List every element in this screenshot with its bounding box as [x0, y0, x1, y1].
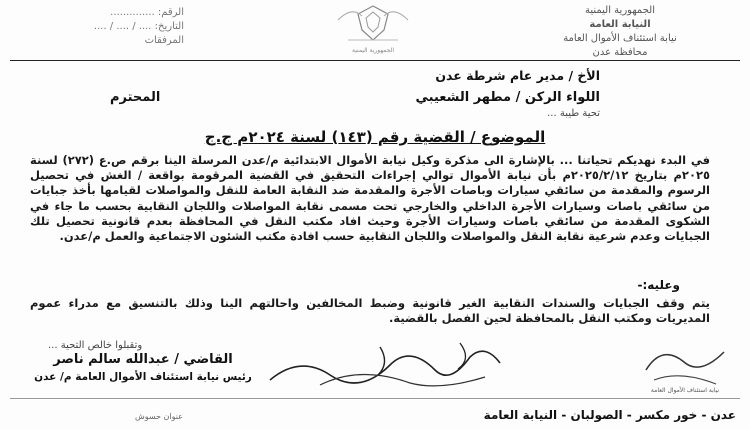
greeting-line: تحية طيبة ...: [547, 108, 600, 119]
subject-line: الموضوع / القضية رقم (١٤٣) لسنة ٢٠٢٤م ج.ج: [204, 128, 546, 146]
header-authority-block: [500, 4, 740, 60]
header-line-governorate: محافظة عدن: [592, 47, 648, 58]
header-line-office: نيابة استئناف الأموال العامة: [563, 33, 677, 44]
stamp-text: نيابة استئناف الأموال العامة: [650, 387, 720, 394]
body-paragraph-main: في البدء نهديكم تحياتنا ... بالإشارة الى مذكرة وكيل نيابة الأموال الابتدائية م/عدن المرسلة الينا برقم ص.ع (٢٧٢) لسنة ٢٠٢٥م بتاريخ ٢٠٢٥/٢/١٢م بأن نيابة الأموال توالي إجراءات التحقيق في القضية المرقومة بواقعة / الغش في تحصيل الرسوم والمقدمة من سائقي سيارات وباصات الأجرة والمقدمة ضد النقابة العامة للنقل والمواصلات لقيامها بأخذ جبايات من سائقي باصات وسيارات الأجرة الداخلي والخارجي تحت مسمى نقابة المواصلات واللجان النقابية بحسب ما جاء في الشكوى المقدمة من سائقي باصات وسيارات الأجرة وحيث افاد مكتب النقل في المحافظة بعدم قانونية تحصيل تلك الجبايات وعدم شرعية نقابة النقل والمواصلات واللجان النقابية حسب افادة مكتب الشئون الاجتماعية والعمل م/عدن.: [30, 153, 711, 244]
body-paragraph-directive: يتم وقف الجبايات والسندات النقابية الغير قانونية وضبط المخالفين واحالتهم الينا وذلك بالتنسيق مع مدراء عموم المديريات ومكتب النقل بالمحافظة لحين الفصل بالقضية.: [30, 296, 710, 326]
header-reference-block: [14, 6, 184, 48]
reference-attachments: المرفقات: [144, 35, 184, 46]
reference-date: التاريخ: .... / .... / ....: [93, 21, 184, 32]
signatory-title: رئيس نيابة استئناف الأموال العامة م/ عدن: [34, 371, 252, 383]
recipient-name: اللواء الركن / مطهر الشعيبي: [415, 90, 600, 105]
footer-divider: [10, 398, 740, 399]
body-therefore: وعليه:-: [637, 278, 680, 292]
footer-address: عدن - خور مكسر - الصولبان - النيابة العامة: [483, 408, 736, 422]
header-line-country: الجمهورية اليمنية: [584, 5, 655, 16]
header-divider: [10, 60, 740, 61]
emblem-caption: الجمهورية اليمنية: [351, 47, 395, 54]
signatory-name: القاضي / عبدالله سالم ناصر: [53, 352, 233, 367]
closing-line: وتقبلوا خالص التحية ...: [48, 340, 143, 351]
header-line-prosecution: النيابة العامة: [589, 19, 651, 30]
official-stamp: [640, 340, 730, 396]
reference-number: الرقم: ..............: [110, 7, 184, 18]
signatory-block: [28, 352, 258, 383]
recipient-line: الأخ / مدير عام شرطة عدن: [435, 68, 600, 83]
bottom-left-note: عنوان حسوش: [135, 412, 183, 421]
state-emblem-icon: [318, 0, 428, 56]
handwritten-signature: [260, 335, 510, 395]
recipient-honorific: المحترم: [110, 90, 161, 105]
